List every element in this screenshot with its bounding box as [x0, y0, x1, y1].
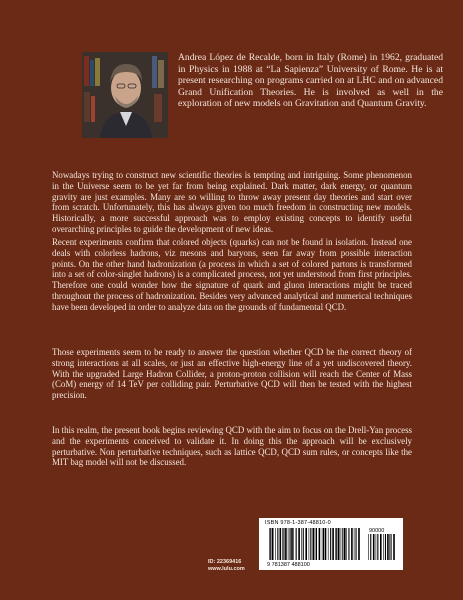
isbn-label: ISBN 978-1-387-48810-0: [265, 520, 331, 526]
description-paragraph-1: Nowadays trying to construct new scientific theories is tempting and intriguing. Some phenomenon in the Universe seem to be yet far from being explained. Dark matter, dark energy, or quantum gravity are just examples. Many are so willing to throw away present day theories and start over from scratch. Unfortunately, this has always given too much freedom in constructing new models. Historically, a more successful approach was to employ existing concepts to identify useful overarching principles to guide the development of new ideas.: [52, 170, 412, 234]
description-paragraph-4: In this realm, the present book begins reviewing QCD with the aim to focus on the Drell-Yan process and the experiments conceived to validate it. In doing this the approach will be exclusively perturbative. Non perturbative techniques, such as lattice QCD, QCD sum rules, or concepts like the MIT bag model will not be discussed.: [52, 425, 412, 468]
description-paragraph-2: Recent experiments confirm that colored objects (quarks) can not be found in isolation. Instead one deals with colorless hadrons, viz mesons and baryons, seen far away from possible interaction points. On the other hand hadronization (a process in which a set of colored partons is transformed into a set of color-singlet hadrons) is a complicated process, not yet understood from first principles. Therefore one could wonder how the signature of quark and gluon interactions might be traced throughout the process of hadronization. Besides very advanced analytical and numerical techniques have been developed in order to analyze data on the grounds of fundamental QCD.: [52, 237, 412, 312]
isbn-barcode-box: [259, 518, 403, 570]
publisher-id-block: [208, 559, 245, 573]
publisher-id: ID: 22369416: [208, 559, 242, 565]
barcode-price-code: 90000: [369, 528, 385, 534]
publisher-url: www.lulu.com: [208, 566, 245, 572]
author-bio: Andrea López de Recalde, born in Italy (Rome) in 1962, graduated in Physics in 1988 at “La Sapienza” University of Rome. He is at present researching on programs carried on at LHC and on advanced Grand Unification Theories. He is involved as well in the exploration of new models on Gravitation and Quantum Gravity.: [178, 52, 443, 110]
description-paragraph-3: Those experiments seem to be ready to answer the question whether QCD be the correct theory of strong interactions at all scales, or just an effective high-energy line of a yet undiscovered theory. With the upgraded Large Hadron Collider, a proton-proton collision will reach the Center of Mass (CoM) energy of 14 TeV per colliding pair. Perturbative QCD will then be tested with the highest precision.: [52, 347, 412, 401]
isbn-barcode: [265, 526, 399, 568]
author-photo: [82, 52, 168, 138]
barcode-digits: 9 781387 488100: [267, 562, 310, 568]
